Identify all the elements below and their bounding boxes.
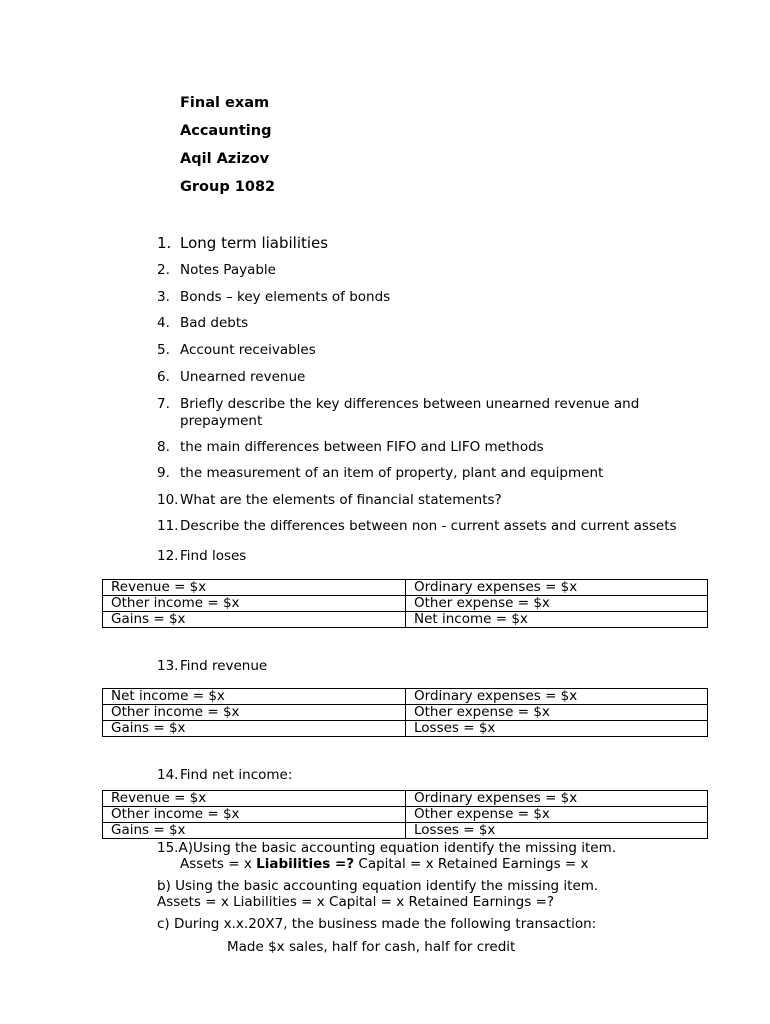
table-cell: Other income = $x [103, 705, 406, 721]
table-cell: Gains = $x [103, 721, 406, 737]
list-text: the main differences between FIFO and LIFO methods [180, 439, 544, 455]
q15b-prompt: b) Using the basic accounting equation identify the missing item. [157, 878, 599, 894]
table-cell: Other expense = $x [406, 705, 708, 721]
equation-part: Assets = x [180, 856, 257, 872]
list-text: Describe the differences between non - current assets and current assets [180, 518, 677, 534]
list-text: Long term liabilities [180, 234, 329, 252]
table-cell: Losses = $x [406, 823, 708, 839]
table-cell: Gains = $x [103, 612, 406, 628]
table-row [103, 823, 708, 839]
list-text: Briefly describe the key differences between unearned revenue and prepayment [180, 396, 640, 429]
table-row [103, 689, 708, 705]
table-cell: Ordinary expenses = $x [406, 689, 708, 705]
list-text: Unearned revenue [180, 369, 306, 385]
list-number: 8. [157, 439, 170, 455]
list-number: 1. [157, 234, 172, 252]
q15a-equation [180, 856, 589, 872]
table-cell: Other expense = $x [406, 596, 708, 612]
student-name: Aqil Azizov [180, 151, 270, 167]
q15c-prompt: c) During x.x.20X7, the business made the following transaction: [157, 916, 597, 932]
list-number: 6. [157, 369, 170, 385]
list-text: Find loses [180, 548, 247, 564]
table-row [103, 807, 708, 823]
list-text: Bonds – key elements of bonds [180, 289, 391, 305]
list-text: Find revenue [180, 658, 268, 674]
table-cell: Other income = $x [103, 596, 406, 612]
list-number: 3. [157, 289, 170, 305]
table-cell: Ordinary expenses = $x [406, 580, 708, 596]
table-cell: Revenue = $x [103, 580, 406, 596]
table-row [103, 612, 708, 628]
table-cell: Other income = $x [103, 807, 406, 823]
table-cell: Gains = $x [103, 823, 406, 839]
list-number: 7. [157, 396, 170, 412]
equation-part: Capital = x Retained Earnings = x [354, 856, 589, 872]
list-number: 5. [157, 342, 170, 358]
table-cell: Revenue = $x [103, 791, 406, 807]
list-number: 12. [157, 548, 179, 564]
table-cell: Losses = $x [406, 721, 708, 737]
table-cell: Ordinary expenses = $x [406, 791, 708, 807]
table-row [103, 791, 708, 807]
list-number: 10. [157, 492, 179, 508]
table-find-loses [102, 579, 708, 628]
table-row [103, 580, 708, 596]
subject-name: Accaunting [180, 123, 272, 139]
list-text: What are the elements of financial statements? [180, 492, 502, 508]
group-number: Group 1082 [180, 179, 276, 195]
table-row [103, 705, 708, 721]
q15a-prompt: 15.A)Using the basic accounting equation identify the missing item. [157, 840, 617, 856]
list-text: Notes Payable [180, 262, 276, 278]
table-find-revenue [102, 688, 708, 737]
q15b-equation: Assets = x Liabilities = x Capital = x Retained Earnings =? [157, 894, 555, 910]
table-row [103, 596, 708, 612]
missing-item: Liabilities =? [256, 856, 355, 872]
list-number: 2. [157, 262, 170, 278]
list-number: 13. [157, 658, 179, 674]
list-number: 4. [157, 315, 170, 331]
table-cell: Net income = $x [406, 612, 708, 628]
list-text: the measurement of an item of property, plant and equipment [180, 465, 604, 481]
table-cell: Other expense = $x [406, 807, 708, 823]
list-number: 9. [157, 465, 170, 481]
list-number: 14. [157, 767, 179, 783]
list-number: 11. [157, 518, 179, 534]
table-cell: Net income = $x [103, 689, 406, 705]
list-text: Bad debts [180, 315, 249, 331]
list-text: Account receivables [180, 342, 316, 358]
table-row [103, 721, 708, 737]
list-text: Find net income: [180, 767, 293, 783]
doc-title: Final exam [180, 95, 270, 111]
table-find-net-income [102, 790, 708, 839]
q15c-transaction: Made $x sales, half for cash, half for credit [227, 939, 516, 955]
